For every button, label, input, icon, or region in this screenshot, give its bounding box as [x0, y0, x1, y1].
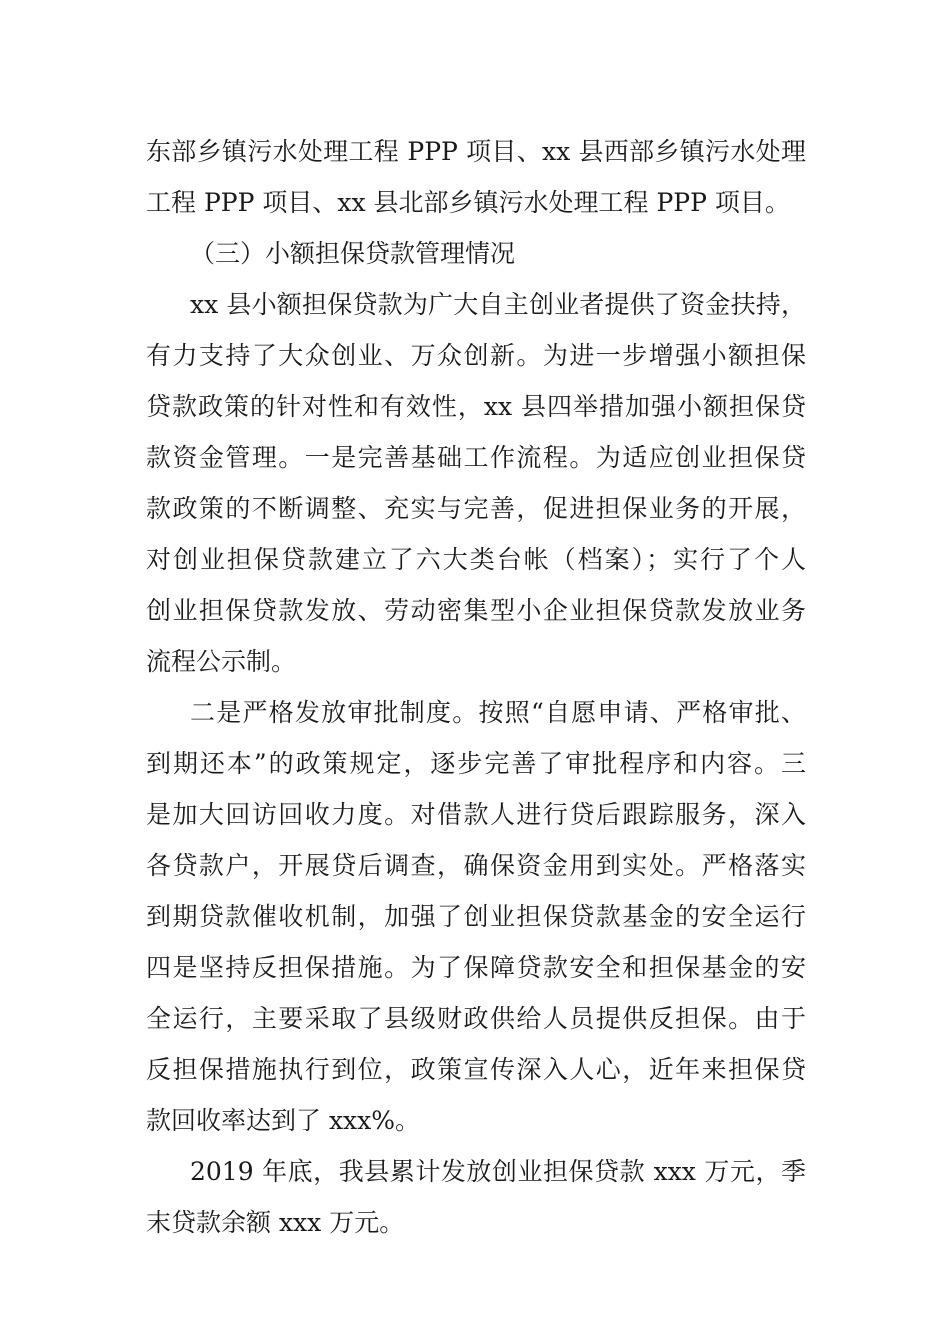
text-line: 款政策的不断调整、充实与完善，促进担保业务的开展，: [146, 494, 806, 523]
text-line: 到期贷款催收机制，加强了创业担保贷款基金的安全运行: [146, 902, 806, 931]
text-line: 流程公示制。: [146, 647, 297, 676]
document-body: [146, 126, 806, 1248]
text-line: 是加大回访回收力度。对借款人进行贷后跟踪服务，深入: [146, 800, 806, 829]
text-line: 工程 PPP 项目、xx 县北部乡镇污水处理工程 PPP 项目。: [146, 188, 790, 217]
text-line: （三）小额担保贷款管理情况: [190, 239, 516, 268]
text-line: 二是严格发放审批制度。按照“自愿申请、严格审批、: [190, 698, 806, 727]
text-line: 创业担保贷款发放、劳动密集型小企业担保贷款发放业务: [146, 596, 806, 625]
text-line: 款资金管理。一是完善基础工作流程。为适应创业担保贷: [146, 443, 806, 472]
text-line: 贷款政策的针对性和有效性，xx 县四举措加强小额担保贷: [146, 392, 806, 421]
text-line: 反担保措施执行到位，政策宣传深入人心，近年来担保贷: [146, 1055, 806, 1084]
text-line: 2019 年底，我县累计发放创业担保贷款 xxx 万元，季: [190, 1157, 806, 1186]
text-line: 有力支持了大众创业、万众创新。为进一步增强小额担保: [146, 341, 806, 370]
text-line: 末贷款余额 xxx 万元。: [146, 1208, 405, 1237]
text-line: 四是坚持反担保措施。为了保障贷款安全和担保基金的安: [146, 953, 806, 982]
text-line: 东部乡镇污水处理工程 PPP 项目、xx 县西部乡镇污水处理: [146, 137, 806, 166]
text-line: 对创业担保贷款建立了六大类台帐（档案）；实行了个人: [146, 545, 806, 574]
text-line: 款回收率达到了 xxx%。: [146, 1106, 420, 1135]
text-line: 全运行，主要采取了县级财政供给人员提供反担保。由于: [146, 1004, 806, 1033]
text-line: 到期还本”的政策规定，逐步完善了审批程序和内容。三: [146, 749, 806, 778]
text-line: xx 县小额担保贷款为广大自主创业者提供了资金扶持，: [190, 290, 806, 319]
text-line: 各贷款户，开展贷后调查，确保资金用到实处。严格落实: [146, 851, 806, 880]
